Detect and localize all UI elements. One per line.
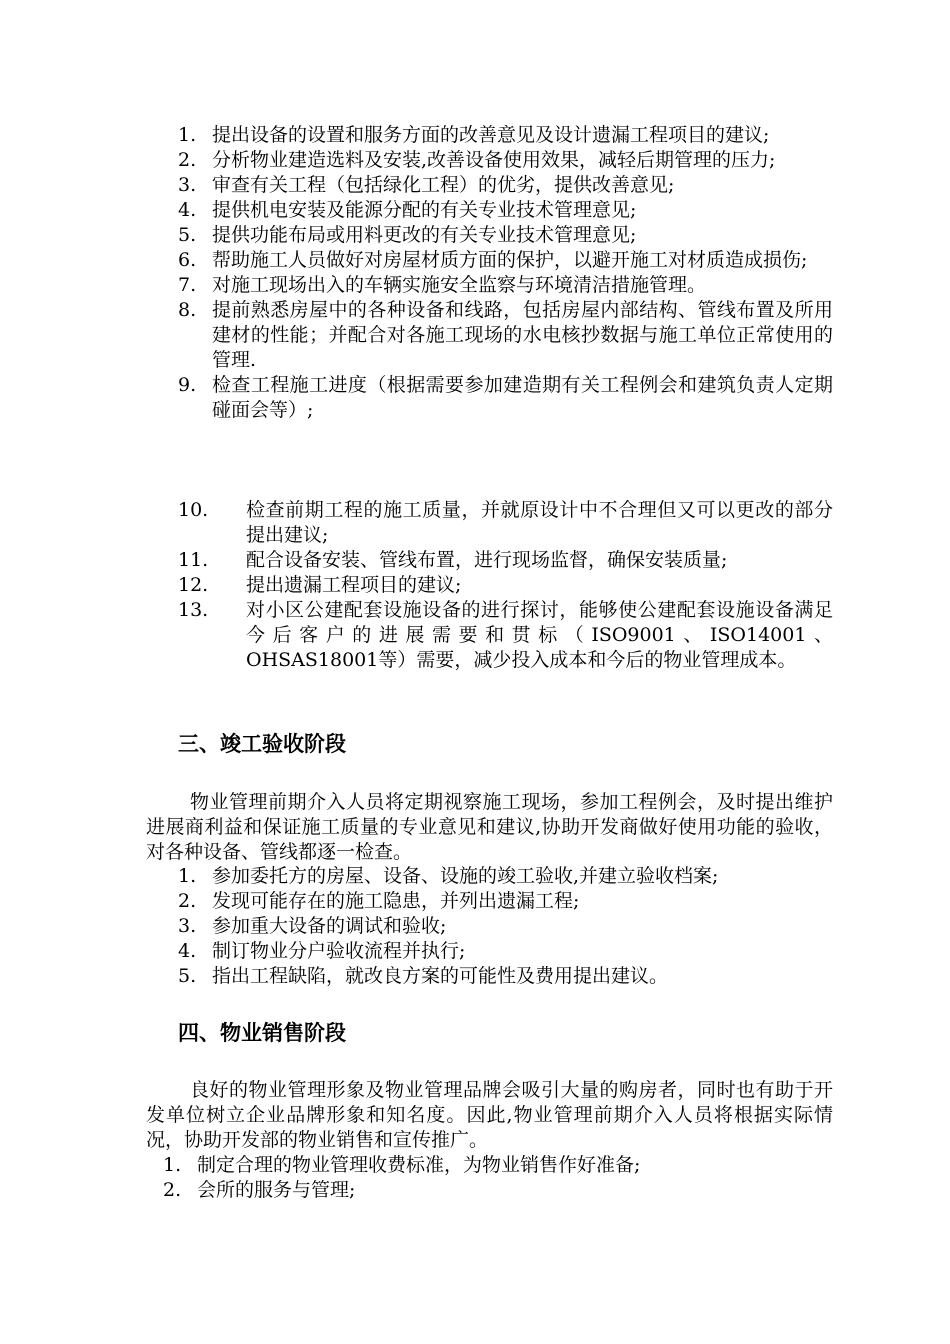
list-item [178, 298, 833, 373]
list-item [178, 273, 833, 298]
section3-list [178, 864, 833, 989]
item-text: 指出工程缺陷，就改良方案的可能性及费用提出建议。 [212, 965, 669, 987]
item-text: 提供机电安装及能源分配的有关专业技术管理意见; [212, 199, 637, 221]
item-text: 参加委托方的房屋、设备、设施的竣工验收,并建立验收档案; [212, 865, 719, 887]
item-text: 检查工程施工进度（根据需要参加建造期有关工程例会和建筑负责人定期碰面会等）; [212, 374, 833, 421]
list-item [178, 889, 833, 914]
item-number: 10. [178, 499, 209, 521]
list-item [178, 198, 833, 223]
item-number: 13. [178, 599, 209, 621]
item-number: 2. [163, 1179, 182, 1201]
item-text: 分析物业建造选料及安装,改善设备使用效果，减轻后期管理的压力; [212, 149, 776, 171]
item-number: 3. [178, 174, 197, 196]
list-item [178, 498, 833, 548]
item-text: 参加重大设备的调试和验收; [212, 915, 447, 937]
item-text: 审查有关工程（包括绿化工程）的优劣，提供改善意见; [212, 174, 675, 196]
list-item [163, 1153, 818, 1178]
item-text: 发现可能存在的施工隐患，并列出遗漏工程; [212, 890, 580, 912]
list-item [178, 123, 833, 148]
item-number: 9. [178, 374, 197, 396]
list-item [178, 914, 833, 939]
list-item [178, 173, 833, 198]
list-item [178, 864, 833, 889]
list-item [178, 248, 833, 273]
item-text: 对施工现场出入的车辆实施安全监察与环境清洁措施管理。 [212, 274, 707, 296]
item-text: 制定合理的物业管理收费标准，为物业销售作好准备; [197, 1154, 641, 1176]
list-item [178, 148, 833, 173]
item-text: 检查前期工程的施工质量，并就原设计中不合理但又可以更改的部分提出建议; [246, 499, 833, 546]
item-text: 会所的服务与管理; [197, 1179, 356, 1201]
item-number: 6. [178, 249, 197, 271]
item-text: 制订物业分户验收流程并执行; [212, 940, 466, 962]
item-number: 3. [178, 915, 197, 937]
item-number: 12. [178, 574, 209, 596]
item-number: 5. [178, 965, 197, 987]
item-number: 7. [178, 274, 197, 296]
item-number: 11. [178, 549, 209, 571]
item-text: 提前熟悉房屋中的各种设备和线路，包括房屋内部结构、管线布置及所用建材的性能；并配合对各施工现场的水电核抄数据与施工单位正常使用的管理. [212, 299, 833, 371]
item-number: 1. [178, 865, 197, 887]
section2-list-continued [178, 498, 833, 673]
item-text: 提出设备的设置和服务方面的改善意见及设计遗漏工程项目的建议; [212, 124, 770, 146]
section4-heading: 四、物业销售阶段 [178, 1021, 346, 1045]
list-item [178, 598, 833, 673]
list-item [178, 373, 833, 423]
section3-heading: 三、竣工验收阶段 [178, 732, 346, 756]
item-text: 帮助施工人员做好对房屋材质方面的保护，以避开施工对材质造成损伤; [212, 249, 808, 271]
item-number: 1. [178, 124, 197, 146]
list-item [178, 964, 833, 989]
item-number: 2. [178, 890, 197, 912]
list-item [178, 548, 833, 573]
list-item [178, 939, 833, 964]
item-text: 对小区公建配套设施设备的进行探讨，能够使公建配套设施设备满足今后客户的进展需要和贯标（ISO9001、ISO14001、OHSAS18001等）需要，减少投入成本和今后的物业管理成本。 [246, 599, 833, 671]
item-text: 配合设备安装、管线布置，进行现场监督，确保安装质量; [246, 549, 728, 571]
section4-paragraph: 良好的物业管理形象及物业管理品牌会吸引大量的购房者，同时也有助于开发单位树立企业品牌形象和知名度。因此,物业管理前期介入人员将根据实际情况，协助开发部的物业销售和宣传推广。 [146, 1079, 833, 1151]
section2-list [178, 123, 833, 423]
item-number: 1. [163, 1154, 182, 1176]
item-text: 提出遗漏工程项目的建议; [246, 574, 462, 596]
item-number: 5. [178, 224, 197, 246]
section3-paragraph: 物业管理前期介入人员将定期视察施工现场，参加工程例会，及时提出维护进展商利益和保证施工质量的专业意见和建议,协助开发商做好使用功能的验收，对各种设备、管线都逐一检查。 [146, 791, 833, 863]
list-item [178, 573, 833, 598]
item-number: 4. [178, 199, 197, 221]
list-item [163, 1178, 818, 1203]
section4-list [163, 1153, 818, 1203]
item-number: 2. [178, 149, 197, 171]
item-number: 8. [178, 299, 197, 321]
item-number: 4. [178, 940, 197, 962]
list-item [178, 223, 833, 248]
item-text: 提供功能布局或用料更改的有关专业技术管理意见; [212, 224, 637, 246]
